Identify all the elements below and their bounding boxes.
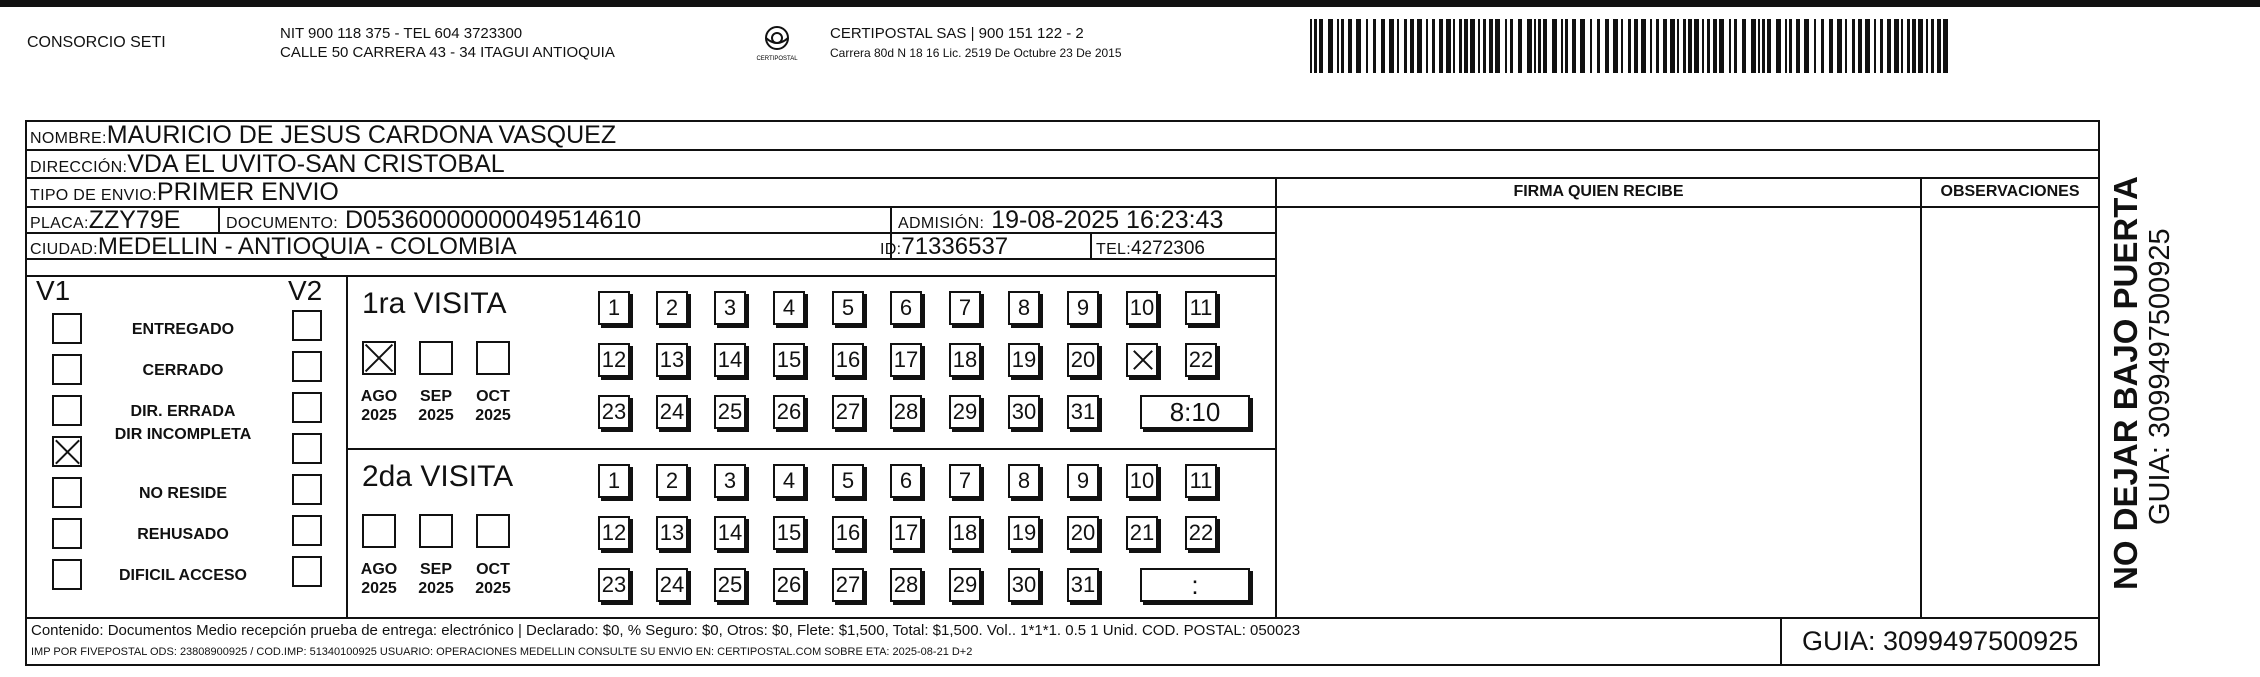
tipo-label: TIPO DE ENVIO: (30, 187, 157, 204)
month-checkbox[interactable] (362, 341, 396, 375)
status-label: REHUSADO (137, 526, 229, 543)
day-box[interactable]: 4 (773, 291, 805, 325)
admision-value: 19-08-2025 16:23:43 (991, 206, 1224, 234)
ciudad-value: MEDELLIN - ANTIOQUIA - COLOMBIA (97, 233, 517, 260)
day-box[interactable]: 30 (1008, 568, 1040, 602)
barcode-bar (1483, 19, 1486, 73)
barcode-bar (1656, 19, 1659, 73)
rule (1275, 177, 1277, 617)
status-label: DIR INCOMPLETA (114, 426, 252, 443)
year-label: 2025 (475, 580, 511, 597)
day-box[interactable]: 16 (832, 516, 864, 550)
status-v2-checkbox[interactable] (292, 433, 322, 464)
status-label: CERRADO (142, 362, 224, 379)
barcode-bar (1453, 19, 1455, 73)
month-label: OCT (476, 561, 510, 578)
day-box[interactable]: 28 (890, 395, 922, 429)
barcode-bar (1937, 19, 1941, 73)
month-caption (411, 387, 461, 425)
barcode-bar (1912, 19, 1916, 73)
barcode-bar (1426, 19, 1428, 73)
id-row (880, 232, 1008, 264)
barcode-bar (1389, 19, 1394, 73)
placa-value: ZZY79E (88, 206, 181, 234)
month-label: AGO (360, 388, 398, 405)
barcode-bar (1510, 19, 1513, 73)
day-box[interactable]: 19 (1008, 343, 1040, 377)
day-box[interactable]: 15 (773, 516, 805, 550)
nombre-value: MAURICIO DE JESUS CARDONA VASQUEZ (106, 121, 617, 149)
barcode-bar (1628, 19, 1631, 73)
day-box[interactable]: 14 (714, 516, 746, 550)
barcode-bar (1356, 19, 1361, 73)
barcode-bar (1767, 19, 1771, 73)
nombre-row (30, 121, 616, 153)
barcode-bar (1341, 19, 1344, 73)
rule (346, 275, 348, 617)
status-v2-checkbox[interactable] (292, 515, 322, 546)
v1-header: V1 (36, 275, 71, 306)
barcode-bar (1742, 19, 1746, 73)
status-v1-checkbox[interactable] (52, 518, 82, 549)
barcode-bar (1762, 19, 1765, 73)
barcode-bar (1751, 19, 1756, 73)
nit-line: NIT 900 118 375 - TEL 604 3723300 (280, 25, 523, 42)
barcode-bar (1641, 19, 1646, 73)
barcode-bar (1404, 19, 1407, 73)
certipostal-logo-icon (752, 20, 802, 70)
documento-value: D05360000000049514610 (345, 206, 642, 234)
month-checkbox[interactable] (476, 514, 510, 548)
barcode-bar (1719, 19, 1724, 73)
observaciones-header: OBSERVACIONES (1940, 183, 2080, 200)
id-label: ID: (880, 241, 902, 258)
day-box[interactable]: 11 (1185, 291, 1217, 325)
barcode-bar (1337, 19, 1339, 73)
day-box[interactable]: 19 (1008, 516, 1040, 550)
barcode-bar (1621, 19, 1623, 73)
barcode-bar (1785, 19, 1787, 73)
barcode-bar (1572, 19, 1576, 73)
day-box[interactable]: 31 (1067, 568, 1099, 602)
rule (25, 120, 27, 666)
barcode-bar (1552, 19, 1557, 73)
tel-row (1096, 234, 1205, 264)
status-v2-checkbox[interactable] (292, 556, 322, 587)
month-checkbox[interactable] (362, 514, 396, 548)
day-box[interactable]: 20 (1067, 516, 1099, 550)
day-box[interactable]: 7 (949, 464, 981, 498)
barcode-bar (1707, 19, 1710, 73)
barcode-bar (1776, 19, 1781, 73)
day-box[interactable]: 15 (773, 343, 805, 377)
day-box[interactable]: 6 (890, 464, 922, 498)
month-caption (354, 387, 404, 425)
tel-value: 4272306 (1131, 238, 1205, 259)
v2-header: V2 (288, 275, 323, 306)
visit-time-box[interactable]: : (1140, 568, 1250, 602)
nombre-label: NOMBRE: (30, 130, 107, 147)
barcode-bar (1901, 19, 1903, 73)
barcode-bar (1534, 19, 1536, 73)
day-box[interactable]: 12 (598, 516, 630, 550)
year-label: 2025 (361, 580, 397, 597)
barcode-bar (1694, 19, 1699, 73)
day-box[interactable]: 24 (656, 395, 688, 429)
status-v1-checkbox[interactable] (52, 477, 82, 508)
barcode-bar (1829, 19, 1833, 73)
ciudad-label: CIUDAD: (30, 241, 98, 258)
rule (25, 617, 2100, 619)
certipostal-line1: CERTIPOSTAL SAS | 900 151 122 - 2 (830, 25, 1084, 42)
barcode-bar (1670, 19, 1675, 73)
barcode-bar (1634, 19, 1638, 73)
visit-title: 1ra VISITA (362, 287, 507, 320)
month-label: SEP (419, 388, 452, 405)
barcode-bar (1314, 19, 1317, 73)
day-box[interactable]: 9 (1067, 464, 1099, 498)
barcode-bar (1328, 19, 1333, 73)
no-dejar-warning: NO DEJAR BAJO PUERTA (2107, 176, 2144, 590)
barcode-bar (1381, 19, 1385, 73)
day-box[interactable]: 8 (1008, 291, 1040, 325)
tel-label: TEL: (1096, 241, 1131, 258)
day-box[interactable]: 17 (890, 343, 922, 377)
day-box[interactable]: 16 (832, 343, 864, 377)
tipo-value: PRIMER ENVIO (156, 178, 339, 206)
month-label: AGO (360, 561, 398, 578)
day-box[interactable]: 18 (949, 516, 981, 550)
day-box[interactable]: 26 (773, 395, 805, 429)
status-v2-checkbox[interactable] (292, 392, 322, 423)
day-box[interactable]: 10 (1126, 464, 1158, 498)
barcode-bar (1348, 19, 1352, 73)
barcode-bar (1789, 19, 1792, 73)
barcode-bar (1527, 19, 1532, 73)
rule (346, 448, 1277, 450)
day-box[interactable]: 18 (949, 343, 981, 377)
day-box[interactable]: 24 (656, 568, 688, 602)
day-box[interactable] (1126, 343, 1158, 377)
day-box[interactable]: 1 (598, 291, 630, 325)
day-box[interactable]: 2 (656, 464, 688, 498)
rule (25, 275, 1277, 277)
status-v1-checkbox[interactable] (52, 436, 82, 467)
year-label: 2025 (418, 407, 454, 424)
status-v2-checkbox[interactable] (292, 310, 322, 341)
logo-text: CERTIPOSTAL (756, 56, 798, 62)
visit-title: 2da VISITA (362, 460, 514, 493)
day-box[interactable]: 11 (1185, 464, 1217, 498)
status-v1-checkbox[interactable] (52, 559, 82, 590)
day-box[interactable]: 29 (949, 395, 981, 429)
barcode-bar (1887, 19, 1891, 73)
day-box[interactable]: 20 (1067, 343, 1099, 377)
barcode-bar (1597, 19, 1600, 73)
barcode-bar (1366, 19, 1368, 73)
day-box[interactable]: 5 (832, 464, 864, 498)
month-label: SEP (419, 561, 452, 578)
guia-number: GUIA: 3099497500925 (1802, 626, 2079, 656)
barcode-bar (1580, 19, 1585, 73)
barcode-bar (1943, 19, 1948, 73)
certipostal-line2: Carrera 80d N 18 16 Lic. 2519 De Octubre 23 De 2015 (830, 46, 1122, 60)
day-box[interactable]: 23 (598, 395, 630, 429)
barcode-bar (1758, 19, 1760, 73)
top-border (0, 0, 2260, 7)
month-label: OCT (476, 388, 510, 405)
barcode-bar (1907, 19, 1910, 73)
barcode-bar (1561, 19, 1563, 73)
barcode-bar (1677, 19, 1679, 73)
year-label: 2025 (475, 407, 511, 424)
status-label: DIR. ERRADA (130, 403, 236, 420)
day-box[interactable]: 2 (656, 291, 688, 325)
year-label: 2025 (361, 407, 397, 424)
barcode-bar (1931, 19, 1934, 73)
rule (2098, 120, 2100, 666)
barcode-bar (1605, 19, 1609, 73)
barcode-bar (1446, 19, 1451, 73)
barcode-bar (1489, 19, 1493, 73)
barcode-bar (1505, 19, 1507, 73)
month-caption (468, 387, 518, 425)
day-box[interactable]: 25 (714, 568, 746, 602)
barcode-bar (1543, 19, 1547, 73)
observations-area[interactable] (1924, 210, 2096, 615)
documento-label: DOCUMENTO: (226, 215, 339, 232)
barcode-bar (1926, 19, 1928, 73)
day-box[interactable]: 27 (832, 568, 864, 602)
rule (25, 664, 2100, 666)
day-box[interactable]: 13 (656, 516, 688, 550)
barcode-bar (1478, 19, 1480, 73)
day-box[interactable]: 28 (890, 568, 922, 602)
day-box[interactable]: 8 (1008, 464, 1040, 498)
firma-header: FIRMA QUIEN RECIBE (1513, 183, 1684, 200)
barcode-bar (1613, 19, 1618, 73)
month-caption (468, 560, 518, 598)
company-name: CONSORCIO SETI (27, 34, 166, 51)
status-label: ENTREGADO (131, 321, 235, 338)
barcode-bar (1918, 19, 1923, 73)
barcode-bar (1729, 19, 1731, 73)
barcode-bar (1590, 19, 1592, 73)
day-box[interactable]: 26 (773, 568, 805, 602)
status-v1-checkbox[interactable] (52, 354, 82, 385)
month-caption (411, 560, 461, 598)
barcode-bar (1464, 19, 1468, 73)
day-box[interactable]: 29 (949, 568, 981, 602)
barcode-bar (1410, 19, 1414, 73)
signature-area[interactable] (1279, 210, 1918, 615)
rule (1780, 617, 1782, 664)
day-box[interactable]: 3 (714, 464, 746, 498)
barcode-bar (1432, 19, 1435, 73)
barcode-bar (1310, 19, 1312, 73)
barcode-bar (1734, 19, 1737, 73)
status-v2-checkbox[interactable] (292, 474, 322, 505)
rule (1920, 177, 1922, 617)
footer-print-info: IMP POR FIVEPOSTAL ODS: 23808900925 / COD.IMP: 51340100925 USUARIO: OPERACIONES MEDELLIN CONSULTE SU ENVIO EN: CERTIPOSTAL.COM SOBRE ETA: 2025-08-21 D+2 (31, 646, 973, 658)
day-box[interactable]: 5 (832, 291, 864, 325)
barcode-bar (1397, 19, 1399, 73)
side-guia: GUIA: 3099497500925 (2144, 228, 2176, 525)
id-value: 71336537 (901, 233, 1009, 260)
barcode-bar (1874, 19, 1876, 73)
admision-label: ADMISIÓN: (898, 215, 985, 232)
day-box[interactable]: 27 (832, 395, 864, 429)
barcode-bar (1439, 19, 1443, 73)
barcode-bar (1858, 19, 1862, 73)
status-label: NO RESIDE (138, 485, 227, 502)
address-line: CALLE 50 CARRERA 43 - 34 ITAGUI ANTIOQUIA (280, 44, 615, 61)
month-caption (354, 560, 404, 598)
day-box[interactable]: 9 (1067, 291, 1099, 325)
barcode-bar (1821, 19, 1824, 73)
barcode-bar (1837, 19, 1842, 73)
day-box[interactable]: 30 (1008, 395, 1040, 429)
day-box[interactable]: 7 (949, 291, 981, 325)
barcode-bar (1373, 19, 1376, 73)
status-v1-checkbox[interactable] (52, 313, 82, 344)
barcode-bar (1663, 19, 1667, 73)
barcode-bar (1650, 19, 1652, 73)
barcode-bar (1852, 19, 1855, 73)
day-box[interactable]: 17 (890, 516, 922, 550)
barcode-bar (1459, 19, 1462, 73)
ciudad-row (30, 232, 517, 264)
barcode-bar (1880, 19, 1883, 73)
month-checkbox[interactable] (419, 514, 453, 548)
day-box[interactable]: 13 (656, 343, 688, 377)
barcode-bar (1814, 19, 1816, 73)
barcode-bar (1865, 19, 1870, 73)
visit-time-box[interactable]: 8:10 (1140, 395, 1250, 429)
barcode-bar (1845, 19, 1847, 73)
barcode-bar (1894, 19, 1899, 73)
day-box[interactable]: 21 (1126, 516, 1158, 550)
status-v2-checkbox[interactable] (292, 351, 322, 382)
day-box[interactable]: 14 (714, 343, 746, 377)
direccion-value: VDA EL UVITO-SAN CRISTOBAL (127, 150, 505, 178)
day-box[interactable]: 10 (1126, 291, 1158, 325)
month-checkbox[interactable] (476, 341, 510, 375)
day-box[interactable]: 1 (598, 464, 630, 498)
barcode-bar (1688, 19, 1692, 73)
status-v1-checkbox[interactable] (52, 395, 82, 426)
barcode-bar (1470, 19, 1475, 73)
day-box[interactable]: 12 (598, 343, 630, 377)
day-box[interactable]: 6 (890, 291, 922, 325)
barcode-bar (1796, 19, 1800, 73)
barcode-bar (1702, 19, 1704, 73)
barcode-bar (1319, 19, 1323, 73)
barcode-bar (1683, 19, 1686, 73)
day-box[interactable]: 22 (1185, 343, 1217, 377)
barcode-bar (1495, 19, 1500, 73)
day-box[interactable]: 22 (1185, 516, 1217, 550)
day-box[interactable]: 3 (714, 291, 746, 325)
day-box[interactable]: 4 (773, 464, 805, 498)
barcode (1310, 19, 1950, 73)
month-checkbox[interactable] (419, 341, 453, 375)
barcode-bar (1565, 19, 1568, 73)
placa-label: PLACA: (30, 215, 89, 232)
barcode-bar (1417, 19, 1422, 73)
day-box[interactable]: 23 (598, 568, 630, 602)
footer-contents: Contenido: Documentos Medio recepción prueba de entrega: electrónico | Declarado: $0, % Seguro: $0, Otros: $0, Flete: $1,500, Total: $1,500. Vol.. 1*1*1. 0.5 1 Unid. COD. POSTAL: 050023 (31, 622, 1301, 639)
day-box[interactable]: 31 (1067, 395, 1099, 429)
barcode-bar (1518, 19, 1522, 73)
direccion-label: DIRECCIÓN: (30, 159, 128, 176)
barcode-bar (1713, 19, 1717, 73)
day-box[interactable]: 25 (714, 395, 746, 429)
year-label: 2025 (418, 580, 454, 597)
status-label: DIFICIL ACCESO (118, 567, 247, 584)
barcode-bar (1538, 19, 1541, 73)
barcode-bar (1804, 19, 1809, 73)
